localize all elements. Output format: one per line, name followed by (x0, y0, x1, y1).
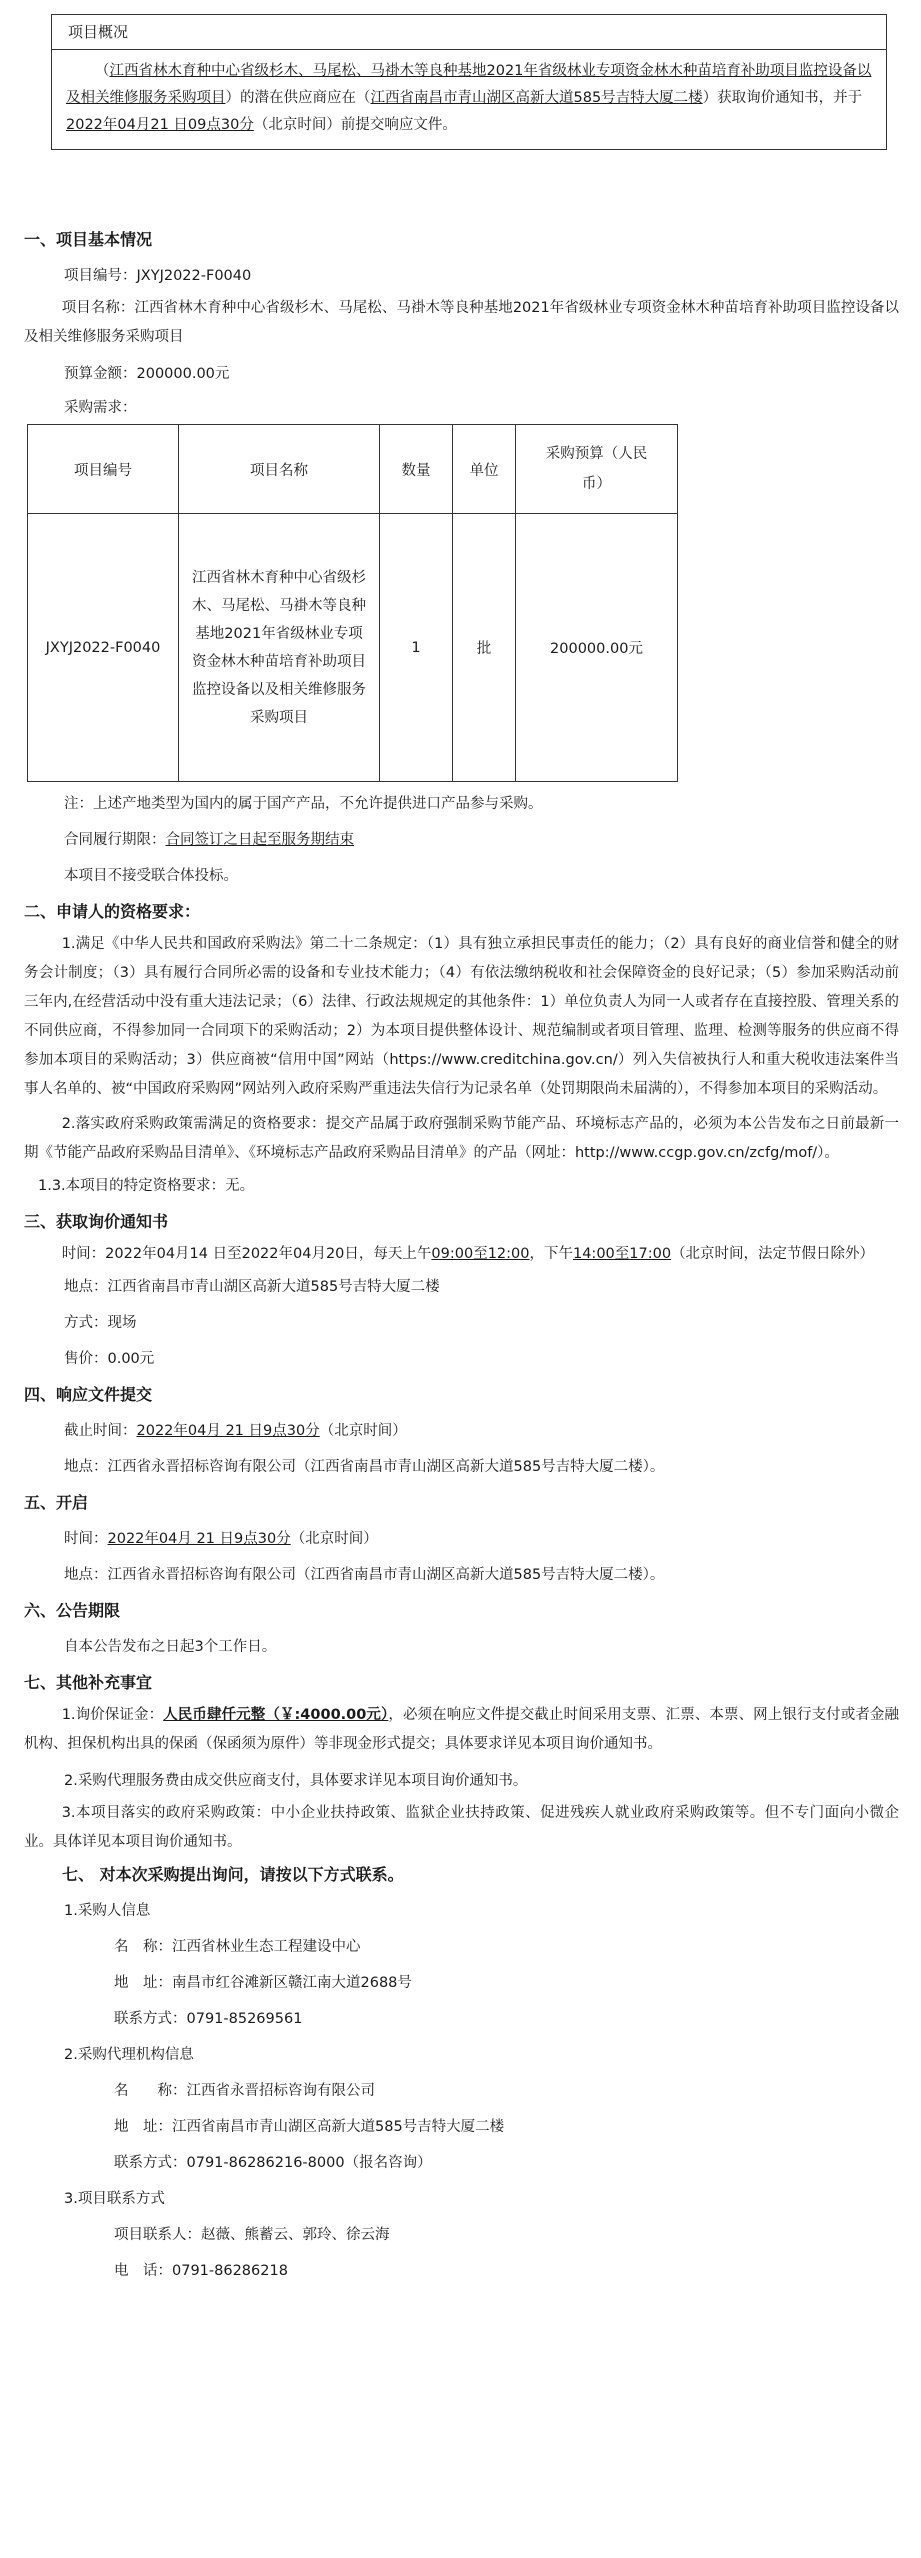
buyer-contact: 联系方式：0791-85269561 (114, 2011, 303, 2027)
agent-name: 名 称：江西省永晋招标咨询有限公司 (114, 2083, 375, 2099)
submit-place: 地点：江西省永晋招标咨询有限公司（江西省南昌市青山湖区高新大道585号吉特大厦二楼）。 (64, 1459, 665, 1475)
table-header-cell: 单位 (453, 425, 516, 514)
origin-note: 注：上述产地类型为国内的属于国产产品，不允许提供进口产品参与采购。 (64, 796, 543, 812)
obtain-place: 地点：江西省南昌市青山湖区高新大道585号吉特大厦二楼 (64, 1279, 440, 1295)
obtain-time-c: （北京时间，法定节假日除外） (671, 1246, 875, 1262)
overview-text-suffix: （北京时间）前提交响应文件。 (253, 117, 457, 133)
contract-period (24, 822, 899, 858)
project-name: 项目名称：江西省林木育种中心省级杉木、马尾松、马褂木等良种基地2021年省级林业专项资金林木种苗培育补助项目监控设备以及相关维修服务采购项目 (24, 300, 899, 345)
notice-period: 自本公告发布之日起3个工作日。 (64, 1639, 277, 1655)
agent-address: 地 址：江西省南昌市青山湖区高新大道585号吉特大厦二楼 (114, 2119, 505, 2135)
project-number: 项目编号：JXYJ2022-F0040 (64, 268, 252, 284)
table-cell-no: JXYJ2022-F0040 (28, 514, 179, 782)
contract-value: 合同签订之日起至服务期结束 (165, 832, 354, 848)
consortium-note: 本项目不接受联合体投标。 (64, 868, 238, 884)
contract-label: 合同履行期限： (64, 832, 166, 848)
deposit-label: 1.询价保证金： (61, 1707, 164, 1723)
section8-title: 七、 对本次采购提出询问，请按以下方式联系。 (62, 1865, 404, 1884)
agent-contact: 联系方式：0791-86286216-8000（报名咨询） (114, 2155, 432, 2171)
table-cell-unit: 批 (453, 514, 516, 782)
project-contact-phone: 电 话：0791-86286218 (114, 2263, 288, 2279)
overview-text (52, 50, 886, 149)
overview-text-mid1: ）的潜在供应商应在（ (225, 90, 371, 106)
open-time-value: 2022年04月 21 日9点30分 (107, 1531, 291, 1547)
submit-deadline-value: 2022年04月 21 日9点30分 (136, 1423, 320, 1439)
open-place: 地点：江西省永晋招标咨询有限公司（江西省南昌市青山湖区高新大道585号吉特大厦二楼）。 (64, 1567, 665, 1583)
obtain-price: 售价：0.00元 (64, 1351, 155, 1367)
agent-info-title: 2.采购代理机构信息 (64, 2047, 194, 2063)
table-header-cell: 项目编号 (28, 425, 179, 514)
table-header-cell: 项目名称 (179, 425, 380, 514)
section4-title: 四、响应文件提交 (24, 1385, 153, 1404)
budget-amount: 预算金额：200000.00元 (64, 366, 230, 382)
submit-deadline (24, 1413, 899, 1449)
overview-deadline: 2022年04月21 日09点30分 (66, 117, 254, 133)
section6-title: 六、公告期限 (24, 1601, 121, 1620)
overview-text-mid2: ）获取询价通知书，并于 (702, 90, 863, 106)
overview-location: 江西省南昌市青山湖区高新大道585号吉特大厦二楼 (370, 90, 703, 106)
demand-label: 采购需求： (64, 400, 137, 416)
obtain-time-pm: 14:00至17:00 (572, 1246, 672, 1262)
buyer-address: 地 址：南昌市红谷滩新区赣江南大道2688号 (114, 1975, 412, 1991)
obtain-time-a: 时间：2022年04月14 日至2022年04月20日，每天上午 (61, 1246, 432, 1262)
deposit-text: ，必须在响应文件提交截止时间采用支票、汇票、本票、网上银行支付或者金融机构、担保机构出具的保函（保函须为原件）等非现金形式提交；具体要求详见本项目询价通知书。 (24, 1707, 899, 1752)
overview-text-prefix: （ (95, 63, 110, 79)
table-cell-qty: 1 (380, 514, 453, 782)
open-time (24, 1521, 899, 1557)
deposit-amount: 人民币肆仟元整（￥:4000.00元） (163, 1707, 389, 1723)
obtain-time-b: ，下午 (529, 1246, 573, 1262)
overview-box (51, 14, 887, 150)
section7-title: 七、其他补充事宜 (24, 1673, 153, 1692)
table-header-row (28, 425, 678, 514)
obtain-time (24, 1240, 899, 1269)
table-cell-budget: 200000.00元 (516, 514, 678, 782)
table-row (28, 514, 678, 782)
policy-paragraph: 3.本项目落实的政府采购政策：中小企业扶持政策、监狱企业扶持政策、促进残疾人就业政府采购政策等。但不专门面向小微企业。具体详见本项目询价通知书。 (24, 1805, 899, 1850)
section2-title: 二、申请人的资格要求： (24, 902, 201, 921)
section5-title: 五、开启 (24, 1493, 89, 1512)
buyer-name: 名 称：江西省林业生态工程建设中心 (114, 1939, 361, 1955)
section1-title: 一、项目基本情况 (24, 230, 153, 249)
project-contact-title: 3.项目联系方式 (64, 2191, 165, 2207)
procurement-table (27, 424, 678, 782)
project-contact-people: 项目联系人：赵薇、熊蓄云、郭玲、徐云海 (114, 2227, 390, 2243)
open-time-label: 时间： (64, 1531, 108, 1547)
agency-fee: 2.采购代理服务费由成交供应商支付，具体要求详见本项目询价通知书。 (64, 1773, 528, 1789)
section3-title: 三、获取询价通知书 (24, 1212, 169, 1231)
table-header-cell: 采购预算（人民币） (516, 425, 678, 514)
open-time-suffix: （北京时间） (290, 1531, 378, 1547)
qualification-p3: 1.3.本项目的特定资格要求：无。 (38, 1178, 255, 1194)
qualification-p1: 1.满足《中华人民共和国政府采购法》第二十二条规定：（1）具有独立承担民事责任的能力；（2）具有良好的商业信誉和健全的财务会计制度；（3）具有履行合同所必需的设备和专业技术能力；（4）有依法缴纳税收和社会保障资金的良好记录；（5）参加采购活动前三年内,在经营活动中没有重大违法记录；（6）法律、行政法规规定的其他条件：1）单位负责人为同一人或者存在直接控股、管理关系的不同供应商，不得参加同一合同项下的采购活动；2）为本项目提供整体设计、规范编制或者项目管理、监理、检测等服务的供应商不得参加本项目的采购活动；3）供应商被“信用中国”网站（https://www.creditchina.gov.cn/）列入失信被执行人和重大税收违法案件当事人名单的、被“中国政府采购网”网站列入政府采购严重违法失信行为记录名单（处罚期限尚未届满的），不得参加本项目的采购活动。 (24, 936, 899, 1097)
qualification-p2: 2.落实政府采购政策需满足的资格要求：提交产品属于政府强制采购节能产品、环境标志产品的，必须为本公告发布之日前最新一期《节能产品政府采购品目清单》、《环境标志产品政府采购品目清单》的产品（网址：http://www.ccgp.gov.cn/zcfg/mof/）。 (24, 1116, 899, 1161)
table-cell-name: 江西省林木育种中心省级杉木、马尾松、马褂木等良种基地2021年省级林业专项资金林木种苗培育补助项目监控设备以及相关维修服务采购项目 (179, 514, 380, 782)
overview-project-name: 江西省林木育种中心省级杉木、马尾松、马褂木等良种基地2021年省级林业专项资金林木种苗培育补助项目监控设备以及相关维修服务采购项目 (66, 63, 872, 106)
document-body (24, 222, 899, 2289)
table-header-cell: 数量 (380, 425, 453, 514)
submit-deadline-suffix: （北京时间） (319, 1423, 407, 1439)
buyer-info-title: 1.采购人信息 (64, 1903, 151, 1919)
overview-title: 项目概况 (52, 15, 886, 50)
deposit-paragraph (24, 1701, 899, 1759)
submit-deadline-label: 截止时间： (64, 1423, 137, 1439)
obtain-method: 方式：现场 (64, 1315, 137, 1331)
obtain-time-am: 09:00至12:00 (431, 1246, 530, 1262)
